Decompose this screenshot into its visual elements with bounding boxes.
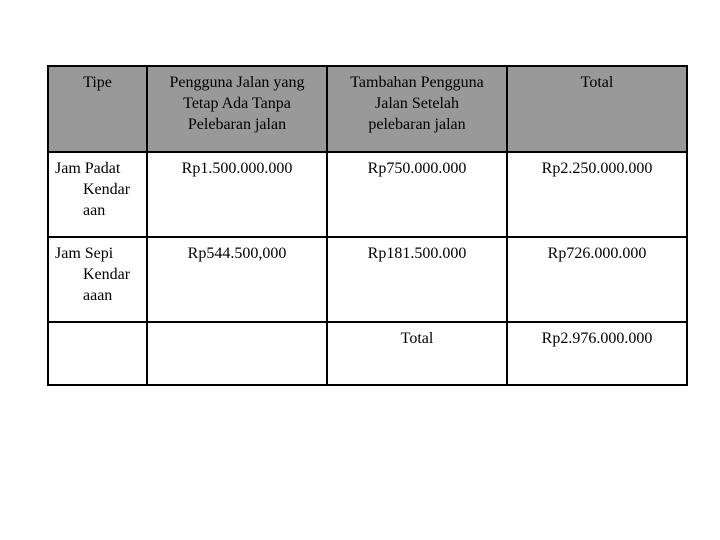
- table-cell: Rp2.250.000.000: [507, 152, 687, 237]
- header-text: Total: [580, 74, 614, 91]
- row-label-text: aaan: [83, 287, 113, 304]
- header-text: Jalan Setelah: [375, 95, 459, 112]
- header-text: Tipe: [83, 74, 112, 91]
- empty-cell: [147, 322, 327, 385]
- row-label-cell: [48, 237, 147, 322]
- table-cell: Rp750.000.000: [327, 152, 507, 237]
- table-header-row: [48, 66, 687, 152]
- row-label-cell: [48, 152, 147, 237]
- table-row: [48, 152, 687, 237]
- header-cell-tipe: [48, 66, 147, 152]
- row-label-text: Jam Sepi: [55, 245, 114, 262]
- header-text: pelebaran jalan: [368, 116, 466, 133]
- header-cell-total: [507, 66, 687, 152]
- header-text: Tambahan Pengguna: [350, 74, 484, 91]
- cost-table: [47, 65, 688, 386]
- row-label-text: Kendar: [83, 181, 131, 198]
- header-text: Tetap Ada Tanpa: [183, 95, 291, 112]
- table-row: [48, 237, 687, 322]
- header-cell-existing-users: [147, 66, 327, 152]
- table-cell: Rp1.500.000.000: [147, 152, 327, 237]
- row-label-text: Jam Padat: [55, 160, 121, 177]
- row-label-text: Kendar: [83, 266, 131, 283]
- empty-cell: [48, 322, 147, 385]
- table-cell: Rp181.500.000: [327, 237, 507, 322]
- row-label-text: aan: [83, 202, 106, 219]
- data-table-container: [47, 65, 686, 384]
- table-cell: Rp544.500,000: [147, 237, 327, 322]
- total-label-cell: Total: [327, 322, 507, 385]
- table-cell: Rp726.000.000: [507, 237, 687, 322]
- header-cell-additional-users: [327, 66, 507, 152]
- header-text: Pengguna Jalan yang: [169, 74, 305, 91]
- total-value-cell: Rp2.976.000.000: [507, 322, 687, 385]
- table-total-row: [48, 322, 687, 385]
- header-text: Pelebaran jalan: [187, 116, 287, 133]
